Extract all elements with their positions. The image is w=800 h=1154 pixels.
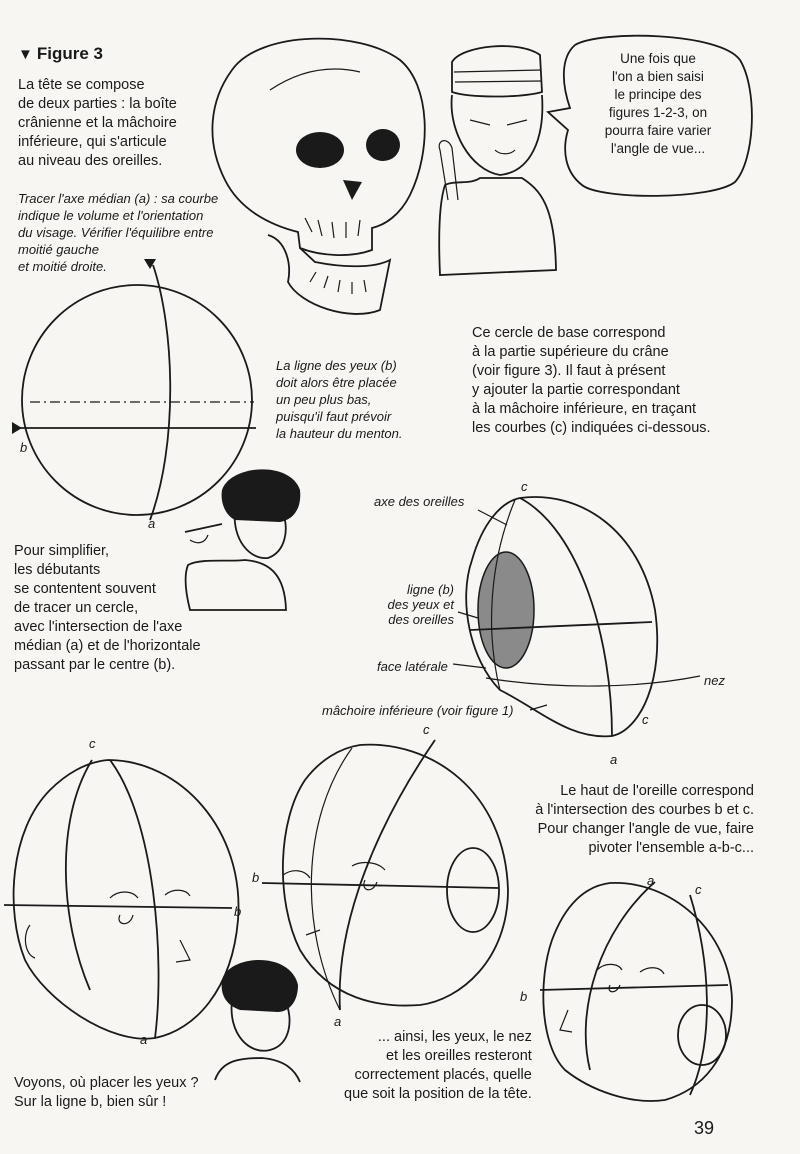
label-ears-axis: axe des oreilles	[374, 494, 465, 509]
label-c-right-head: c	[695, 882, 702, 897]
egg-head-diagram	[453, 497, 700, 736]
label-a-right-head: a	[647, 873, 655, 888]
label-a-egg: a	[610, 752, 618, 767]
basic-circle-diagram	[12, 259, 256, 520]
label-b-right-head: b	[520, 989, 528, 1004]
axis-note: Tracer l'axe médian (a) : sa courbe indique le volume et l'orientation du visage. Vérifier l'équilibre entre moitié gauche et moitié droite.	[18, 191, 219, 274]
conclusion-text: ... ainsi, les yeux, le nez et les oreilles resteront correctement placés, quelle que soit la position de la tête.	[344, 1029, 532, 1102]
base-circle-note: Ce cercle de base correspond à la partie supérieure du crâne (voir figure 3). Il faut à présent y ajouter la partie correspondant à la mâchoire inférieure, en traçant les courbes (c) indiquées ci-dessous.	[472, 325, 711, 436]
ear-note: Le haut de l'oreille correspond à l'intersection des courbes b et c. Pour changer l'angle de vue, faire pivoter l'ensemble a-b-c...	[535, 783, 754, 856]
question-text: Voyons, où placer les yeux ? Sur la ligne b, bien sûr !	[14, 1075, 199, 1110]
label-a-middle-head: a	[334, 1014, 342, 1029]
label-b-circle: b	[20, 440, 28, 455]
triangle-down-icon: ▼	[18, 46, 33, 63]
character-illustration	[439, 46, 556, 275]
label-a-circle: a	[148, 516, 156, 531]
label-eyes-ears-line: ligne (b) des yeux et des oreilles	[387, 582, 454, 627]
label-c-egg-top: c	[521, 479, 528, 494]
figure-title-text: Figure 3	[36, 44, 103, 63]
figure-title	[18, 44, 103, 64]
head-front-view-middle	[262, 740, 508, 1010]
label-nose: nez	[704, 673, 725, 688]
head-rotated-view	[540, 882, 732, 1101]
label-c-egg-bottom: c	[642, 712, 649, 727]
speech-bubble-text: Une fois que l'on a bien saisi le principe des figures 1-2-3, on pourra faire varier l'angle de vue...	[604, 51, 712, 156]
label-c-middle-head: c	[423, 722, 430, 737]
label-lower-jaw: mâchoire inférieure (voir figure 1)	[322, 703, 514, 718]
label-c-left-head: c	[89, 736, 96, 751]
label-a-left-head: a	[140, 1032, 148, 1047]
label-b-middle-head: b	[252, 870, 260, 885]
boy-speaking-illustration	[215, 960, 300, 1082]
head-front-view-left	[4, 760, 242, 1039]
intro-text: La tête se compose de deux parties : la boîte crânienne et la mâchoire inférieure, qui s'articule au niveau des oreilles.	[18, 77, 177, 169]
boy-drawing-illustration	[185, 469, 300, 610]
eye-line-note: La ligne des yeux (b) doit alors être placée un peu plus bas, puisqu'il faut prévoir la hauteur du menton.	[276, 358, 403, 441]
label-b-left-head: b	[234, 904, 242, 919]
beginners-note: Pour simplifier, les débutants se contentent souvent de tracer un cercle, avec l'intersection de l'axe médian (a) et de l'horizontale passant par le centre (b).	[14, 543, 201, 673]
skull-illustration	[212, 39, 424, 314]
label-side-face: face latérale	[377, 659, 448, 674]
page-number: 39	[694, 1118, 715, 1138]
